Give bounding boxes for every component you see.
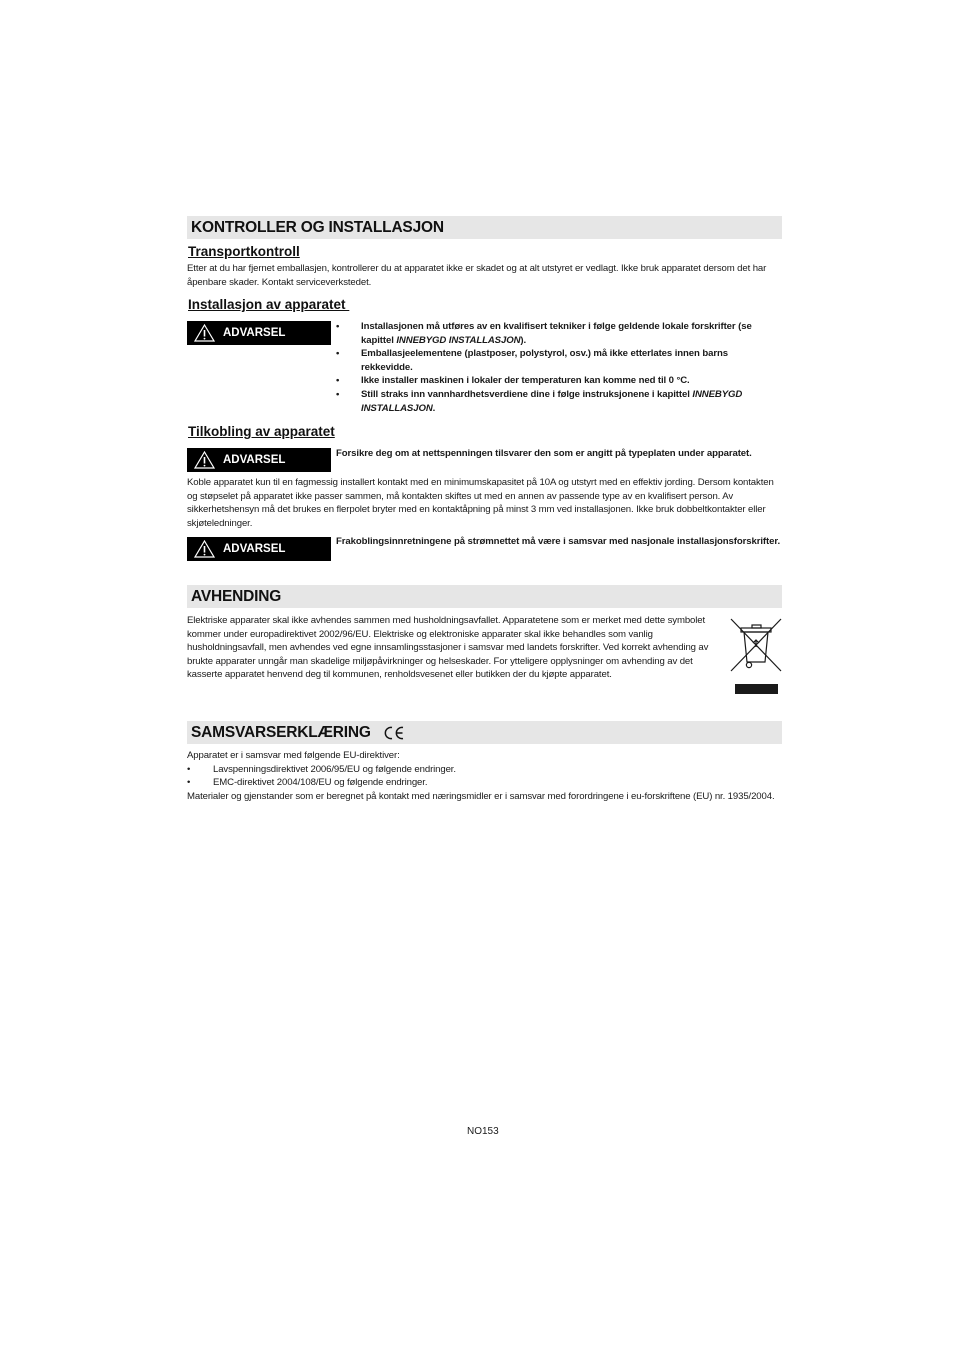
paragraph-disposal: Elektriske apparater skal ikke avhendes sammen med husholdningsavfallet. Apparatetene som er merket med dette symbolet kommer under europadirektivet 2002/96/EU. Elektriske og elektroniske apparater skal ikke behandles som vanlig husholdningsavfall, men avhendes ved egne innsamlingsstasjoner i samsvar med landets forskrifter. Ved korrekt avhending av brukte apparater unngår man skadelige miljøpåvirkninger og helseskader. For ytteligere opplysninger om avhending av det kasserte apparatet henvend deg til kommunen, renholdsvesenet eller butikken der du kjøpte apparatet. — [187, 615, 709, 681]
list-item: • EMC-direktivet 2004/108/EU og følgende endringer. — [187, 776, 782, 790]
list-item-emphasis: INNEBYGD INSTALLASJON — [396, 334, 521, 346]
paragraph-connection: Koble apparatet kun til en fagmessig installert kontakt med en minimumskapasitet på 10A og utstyrt med en effektiv jording. Dersom kontakten og støpselet på apparatet ikke passer sammen, må kontakten skiftes ut med en annen av passende type av en kvalifisert person. Av sikkerhetshensyn må det brukes en flerpolet bryter med en kontaktåpning på minst 3 mm ved installasjonen. Ikke bruk dobbeltkontakter eller skjøteledninger. — [187, 477, 774, 529]
page-number: NO153 — [467, 1126, 499, 1137]
warning-label: ADVARSEL — [223, 327, 286, 339]
subheading-transport-check: Transportkontroll — [188, 244, 300, 259]
section-title-controls: KONTROLLER OG INSTALLASJON — [191, 219, 444, 236]
list-item: • Lavspenningsdirektivet 2006/95/EU og følgende endringer. — [187, 763, 782, 777]
installation-warning-list — [336, 320, 782, 415]
list-item-text: Still straks inn vannhardhetsverdiene dine i følge instruksjonene i kapittel — [361, 388, 693, 400]
list-item-emphasis: INNEBYGD INSTALLASJON — [361, 388, 743, 414]
warning-label: ADVARSEL — [223, 454, 286, 466]
warning-triangle-icon — [194, 451, 215, 469]
section-title-conformity: SAMSVARSERKLÆRING — [191, 724, 371, 741]
food-contact-statement: Materialer og gjenstander som er beregnet på kontakt med næringsmidler er i samsvar med forordringene i eu-forskriftene (EU) nr. 1935/2004. — [187, 790, 775, 802]
warning-box-disconnect — [187, 537, 331, 561]
section-header-controls — [187, 216, 782, 239]
section-header-disposal — [187, 585, 782, 608]
ce-mark-icon — [383, 725, 405, 741]
crossed-out-wheelie-bin-icon — [729, 617, 783, 673]
conformity-content — [187, 749, 782, 803]
list-item — [336, 320, 782, 347]
paragraph-transport-check: Etter at du har fjernet emballasjen, kontrollerer du at apparatet ikke er skadet og at alt utstyret er vedlagt. Ikke bruk apparatet dersom det har åpenbare skader. Kontakt serviceverkstedet. — [187, 263, 767, 288]
list-item-text: Installasjonen må utføres av en kvalifisert tekniker i følge geldende lokale forskrifter (se kapittel — [361, 321, 752, 346]
list-item — [336, 347, 782, 374]
subheading-installation: Installasjon av apparatet — [188, 297, 350, 312]
list-item-tail: ). — [520, 334, 527, 346]
subheading-connection: Tilkobling av apparatet — [188, 424, 335, 439]
warning-box-installation — [187, 321, 331, 345]
warning-box-connection — [187, 448, 331, 472]
list-item-text: Ikke installer maskinen i lokaler der temperaturen kan komme ned til 0 °C. — [361, 375, 690, 387]
bin-symbol-bar — [735, 684, 778, 694]
warning-triangle-icon — [194, 324, 215, 342]
warning-triangle-icon — [194, 540, 215, 558]
list-item — [336, 388, 782, 415]
section-title-disposal: AVHENDING — [191, 588, 282, 605]
list-item-tail: . — [432, 402, 436, 414]
warning-text-disconnect: Frakoblingsinnretningene på strømnettet må være i samsvar med nasjonale installasjonsforskrifter. — [336, 536, 781, 547]
warning-label: ADVARSEL — [223, 543, 286, 555]
conformity-intro: Apparatet er i samsvar med følgende EU-direktiver: — [187, 750, 400, 761]
warning-text-voltage: Forsikre deg om at nettspenningen tilsvarer den som er angitt på typeplaten under apparatet. — [336, 448, 752, 459]
section-header-conformity — [187, 721, 782, 744]
list-item-text: Emballasjeelementene (plastposer, polystyrol, osv.) må ikke etterlates innen barns rekkevidde. — [361, 348, 728, 373]
directive-list — [187, 763, 782, 790]
list-item — [336, 374, 782, 388]
